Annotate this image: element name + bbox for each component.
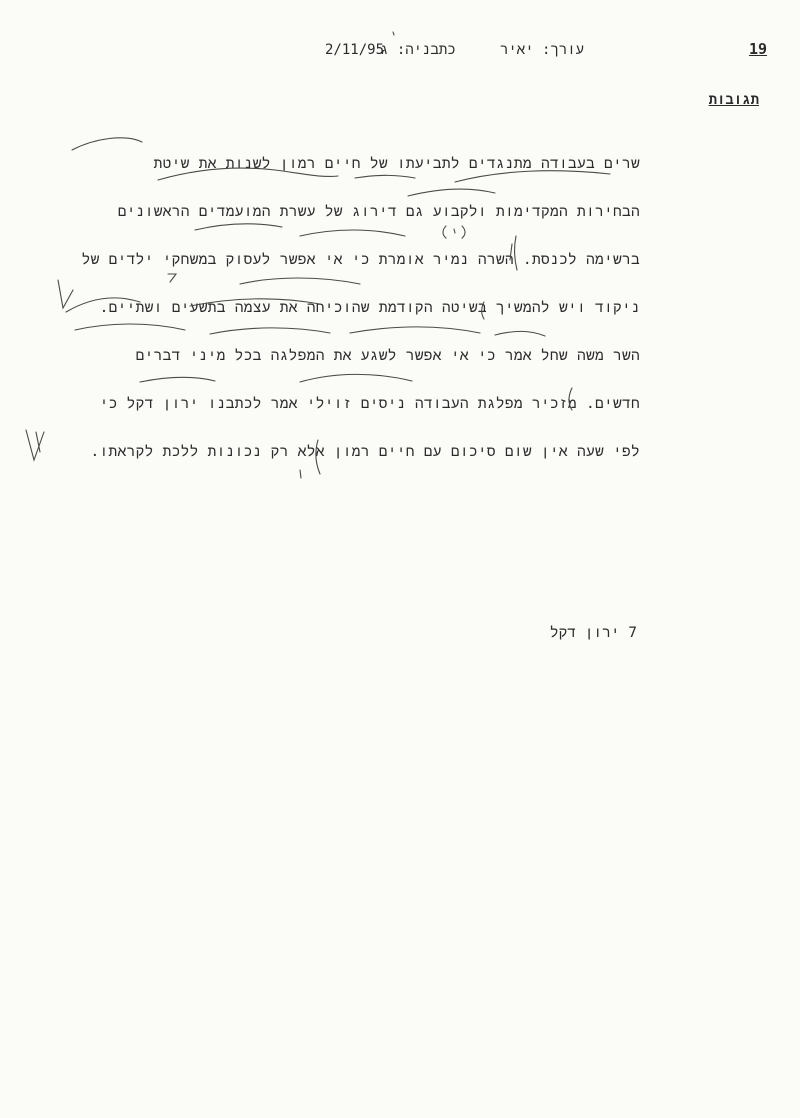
body-line: ברשימה לכנסת. השרה נמיר אומרת כי אי אפשר לעסוק במשחקי ילדים של (81, 252, 640, 268)
body-line: הבחירות המקדימות ולקבוע גם דירוג של עשרת המועמדים הראשונים (117, 204, 640, 220)
section-title: תגובות (708, 92, 759, 108)
article-body (60, 152, 640, 488)
body-line: השר משה שחל אמר כי אי אפשר לשגע את המפלגה בכל מיני דברים (135, 348, 640, 364)
pen-arc (72, 138, 142, 150)
page-number: 19 (748, 40, 767, 58)
body-line: חדשים. מזכיר מפלגת העבודה ניסים זוילי אמר לכתבנו ירון דקל כי (99, 396, 640, 412)
template-label: כתבניה: ג (380, 42, 456, 58)
editor-label: עורך: יאיר (500, 42, 585, 58)
pen-check (26, 430, 44, 460)
body-line: שרים בעבודה מתנגדים לתביעתו של חיים רמון לשנות את שיטת (153, 156, 640, 172)
date-label: 2/11/95 (325, 42, 385, 58)
body-line: לפי שעה אין שום סיכום עם חיים רמון אלא רק נכונות ללכת לקראתו. (90, 444, 640, 460)
body-line: ניקוד ויש להמשיך בשיטה הקודמת שהוכיחה את עצמה בתשעים ושתיים. (99, 300, 640, 316)
signature-line: 7 ירון דקל (549, 625, 637, 641)
